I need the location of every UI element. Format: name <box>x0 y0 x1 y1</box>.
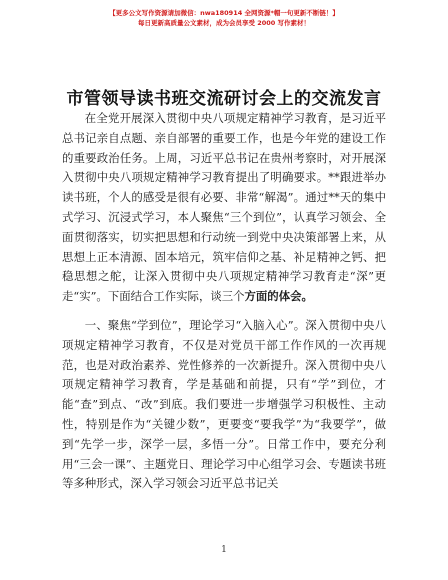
promo-banner-line1: 【更多公文写作资源请加微信：nwa180914 全网资源*帽一句更新不断链！】 <box>109 9 339 17</box>
promo-banner <box>0 8 448 28</box>
promo-banner-line2: 每日更新高质量公文素材，成为会员享受 2000 写作素材！ <box>137 19 311 27</box>
page-number: 1 <box>221 545 227 555</box>
document-title: 市管领导读书班交流研讨会上的交流发言 <box>66 89 382 109</box>
section-one-paragraph: 一、聚焦“学到位”，理论学习“入脑入心”。深入贯彻中央八项规定精神学习教育，不仅是对党员干部工作作风的一次再规范，也是对政治素养、党性修养的一次新提升。深入贯彻中央八项规定精神学习教育，学是基础和前提，只有“学”到位，才能“查”到点、“改”到底。我们要进一步增强学习积极性、主动性，特别是作为“关键少数”，更要变“要我学”为“我要学”，做到“先学一步，深学一层，多悟一分”。日常工作中，要充分利用“三会一课”、主题党日、理论学习中心组学习会、专题读书班等多种形式，深入学习领会习近平总书记关 <box>62 317 386 491</box>
document-body <box>62 109 386 494</box>
intro-paragraph <box>62 109 386 307</box>
intro-paragraph-text: 在全党开展深入贯彻中央八项规定精神学习教育，是习近平总书记亲自点题、亲自部署的重要工作，也是今年党的建设工作的重要政治任务。上周，习近平总书记在贵州考察时，对开展深入贯彻中央八项规定精神学习教育提出了明确要求。**跟进举办读书班，个人的感受是很有必要、非常“解渴”。通过**天的集中式学习、沉浸式学习，本人聚焦“三个到位”，认真学习领会、全面贯彻落实，切实把思想和行动统一到党中央决策部署上来，从思想上正本清源、固本培元，筑牢信仰之基、补足精神之钙、把稳思想之舵，让深入贯彻中央八项规定精神学习教育走“深”更走“实”。下面结合工作实际，谈三个 <box>62 111 386 304</box>
intro-paragraph-bold-end: 方面的体会。 <box>244 289 313 304</box>
